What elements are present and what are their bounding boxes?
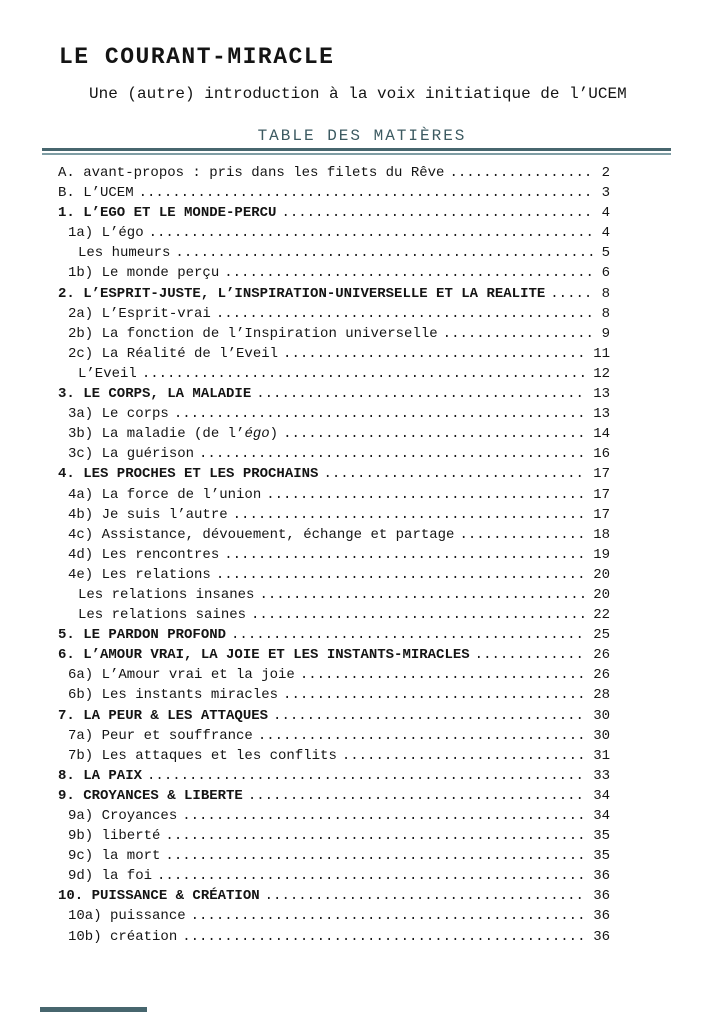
toc-page-number: 31 [593, 747, 610, 764]
toc-dot-leader [300, 665, 586, 685]
toc-dot-leader [248, 786, 586, 806]
toc-dot-leader [175, 243, 594, 263]
toc-entry [58, 324, 610, 344]
toc-dot-leader [224, 263, 594, 283]
toc-dot-leader [157, 866, 586, 886]
toc-page-number: 26 [593, 667, 610, 684]
toc-dot-leader [283, 424, 586, 444]
toc-page-number: 20 [593, 586, 610, 603]
toc-page-number: 34 [593, 808, 610, 824]
toc-dot-leader [283, 344, 586, 364]
toc-page-number: 6 [601, 265, 610, 282]
toc-page-number: 18 [593, 526, 610, 543]
toc-entry-label: 4d) Les rencontres [68, 546, 220, 563]
toc-dot-leader [182, 806, 586, 826]
toc-entry [58, 183, 610, 203]
toc-page-number: 4 [601, 205, 610, 222]
toc-entry-label: 9b) liberté [68, 828, 161, 845]
toc-entry-label: 4c) Assistance, dévouement, échange et partage [68, 526, 455, 543]
toc-entry [58, 906, 610, 926]
toc-entry [58, 284, 610, 304]
toc-page-number: 14 [593, 426, 610, 443]
toc-entry-label: 6a) L’Amour vrai et la joie [68, 667, 295, 684]
toc-dot-leader [165, 826, 586, 846]
toc-entry-label: 10b) création [68, 928, 178, 945]
toc-page-number: 2 [601, 165, 610, 181]
toc-page-number: 26 [593, 647, 610, 664]
toc-entry-label: 3c) La guérison [68, 446, 195, 463]
toc-entry [58, 384, 610, 404]
toc-dot-leader [139, 183, 595, 203]
toc-entry [58, 806, 610, 826]
toc-dot-leader [323, 464, 586, 484]
toc-dot-leader [259, 585, 586, 605]
toc-dot-leader [191, 906, 587, 926]
toc-entry-label: 6. L’AMOUR VRAI, LA JOIE ET LES INSTANTS-MIRACLES [58, 647, 470, 664]
toc-entry [58, 263, 610, 283]
toc-page-number: 17 [593, 506, 610, 523]
toc-entry [58, 163, 610, 183]
toc-dot-leader [142, 364, 586, 384]
toc-page-number: 17 [593, 466, 610, 483]
toc-dot-leader [256, 384, 586, 404]
toc-entry-label: 7. LA PEUR & LES ATTAQUES [58, 707, 269, 724]
toc-entry-label: 7b) Les attaques et les conflits [68, 747, 337, 764]
toc-entry-label: Les relations saines [78, 607, 247, 624]
toc-dot-leader [165, 846, 586, 866]
toc-entry [58, 706, 610, 726]
toc-entry-label: 3b) La maladie (de l’égo) [68, 426, 279, 443]
toc-page-number: 30 [593, 707, 610, 724]
toc-dot-leader [283, 685, 586, 705]
toc-entry-label: 9c) la mort [68, 848, 161, 865]
toc-page-number: 8 [601, 285, 610, 302]
toc-entry [58, 203, 610, 223]
toc-dot-leader [251, 605, 586, 625]
toc-entry-label: 2b) La fonction de l’Inspiration universelle [68, 325, 438, 342]
toc-page-number: 5 [601, 245, 610, 262]
toc-entry [58, 826, 610, 846]
toc-page-number: 35 [593, 828, 610, 845]
toc-entry-label: B. L’UCEM [58, 185, 134, 202]
toc-entry [58, 364, 610, 384]
toc-dot-leader [182, 927, 586, 947]
toc-entry-label: 2. L’ESPRIT-JUSTE, L’INSPIRATION-UNIVERSELLE ET LA REALITE [58, 285, 546, 302]
toc-entry [58, 525, 610, 545]
toc-page-number: 12 [593, 365, 610, 382]
toc-page-number: 25 [593, 627, 610, 644]
toc-dot-leader [149, 223, 595, 243]
toc-page-number: 36 [593, 928, 610, 945]
toc-dot-leader [231, 625, 586, 645]
toc-page-number: 36 [593, 868, 610, 885]
toc-entry-label: 9a) Croyances [68, 808, 178, 824]
toc-entry-label: 4. LES PROCHES ET LES PROCHAINS [58, 466, 319, 483]
toc-entry-label: 1b) Le monde perçu [68, 265, 220, 282]
toc-dot-leader [443, 324, 595, 344]
toc-entry [58, 404, 610, 424]
toc-page-number: 28 [593, 687, 610, 704]
toc-entry-label: 3a) Le corps [68, 406, 169, 423]
toc-entry [58, 444, 610, 464]
toc-dot-leader [342, 746, 586, 766]
toc-entry-label: 9d) la foi [68, 868, 153, 885]
toc-entry-label: 10a) puissance [68, 908, 186, 925]
toc-entry [58, 645, 610, 665]
toc-entry [58, 625, 610, 645]
toc-heading: TABLE DES MATIÈRES [257, 127, 467, 145]
toc-entry [58, 545, 610, 565]
toc-entry-label: 9. CROYANCES & LIBERTE [58, 787, 243, 804]
toc-entry-label: 7a) Peur et souffrance [68, 727, 253, 744]
toc-list [58, 163, 610, 947]
toc-entry-label: 3. LE CORPS, LA MALADIE [58, 386, 252, 403]
toc-entry [58, 726, 610, 746]
toc-entry [58, 605, 610, 625]
toc-page-number: 8 [601, 305, 610, 322]
toc-dot-leader [266, 485, 586, 505]
toc-entry [58, 565, 610, 585]
toc-entry [58, 464, 610, 484]
toc-heading-double-rule [42, 148, 671, 155]
toc-page-number: 19 [593, 546, 610, 563]
toc-dot-leader [216, 304, 595, 324]
toc-entry-label: 1a) L’égo [68, 225, 144, 242]
toc-page-number: 34 [593, 787, 610, 804]
toc-page-number: 30 [593, 727, 610, 744]
toc-entry [58, 344, 610, 364]
toc-entry [58, 223, 610, 243]
toc-dot-leader [199, 444, 586, 464]
toc-page-number: 36 [593, 888, 610, 905]
toc-entry-label: Les relations insanes [78, 586, 255, 603]
toc-dot-leader [281, 203, 594, 223]
toc-page-number: 16 [593, 446, 610, 463]
toc-page-number: 36 [593, 908, 610, 925]
toc-page-number: 20 [593, 566, 610, 583]
toc-entry-label: Les humeurs [78, 245, 171, 262]
document-title: LE COURANT-MIRACLE [59, 44, 335, 70]
toc-page-number: 17 [593, 486, 610, 503]
toc-entry [58, 846, 610, 866]
toc-dot-leader [174, 404, 586, 424]
toc-entry [58, 665, 610, 685]
toc-dot-leader [475, 645, 587, 665]
toc-entry [58, 866, 610, 886]
toc-entry [58, 886, 610, 906]
toc-entry-label: L’Eveil [78, 365, 137, 382]
toc-dot-leader [224, 545, 586, 565]
toc-entry [58, 485, 610, 505]
toc-entry-label: 4a) La force de l’union [68, 486, 262, 503]
toc-entry [58, 927, 610, 947]
toc-entry-label: 4e) Les relations [68, 566, 211, 583]
toc-entry [58, 766, 610, 786]
toc-entry [58, 424, 610, 444]
toc-entry-label: 4b) Je suis l’autre [68, 506, 228, 523]
toc-page-number: 13 [593, 386, 610, 403]
toc-entry [58, 304, 610, 324]
toc-entry [58, 786, 610, 806]
toc-entry [58, 585, 610, 605]
toc-entry-label: 2a) L’Esprit-vrai [68, 305, 211, 322]
toc-page-number: 3 [601, 185, 610, 202]
toc-entry-label: 8. LA PAIX [58, 767, 143, 784]
toc-entry-label: 6b) Les instants miracles [68, 687, 279, 704]
toc-dot-leader [258, 726, 586, 746]
toc-dot-leader [449, 163, 594, 183]
toc-page-number: 4 [601, 225, 610, 242]
toc-entry [58, 243, 610, 263]
toc-entry-label: 10. PUISSANCE & CRÉATION [58, 888, 260, 905]
toc-page-number: 22 [593, 607, 610, 624]
page-bottom-rule-fragment [40, 1007, 147, 1012]
toc-entry [58, 746, 610, 766]
toc-entry-label: A. avant-propos : pris dans les filets du Rêve [58, 165, 445, 181]
toc-entry [58, 685, 610, 705]
toc-entry-label: 5. LE PARDON PROFOND [58, 627, 227, 644]
toc-dot-leader [216, 565, 586, 585]
toc-dot-leader [265, 886, 587, 906]
toc-dot-leader [273, 706, 586, 726]
toc-dot-leader [233, 505, 587, 525]
toc-dot-leader [459, 525, 586, 545]
toc-entry-label: 2c) La Réalité de l’Eveil [68, 345, 279, 362]
toc-dot-leader [147, 766, 586, 786]
toc-entry-label: 1. L’EGO ET LE MONDE-PERCU [58, 205, 277, 222]
toc-page-number: 35 [593, 848, 610, 865]
toc-dot-leader [550, 284, 594, 304]
toc-page-number: 11 [593, 345, 610, 362]
toc-page-number: 13 [593, 406, 610, 423]
document-subtitle: Une (autre) introduction à la voix initiatique de l’UCEM [89, 85, 627, 103]
toc-page-number: 33 [593, 767, 610, 784]
toc-page-number: 9 [601, 325, 610, 342]
toc-entry [58, 505, 610, 525]
